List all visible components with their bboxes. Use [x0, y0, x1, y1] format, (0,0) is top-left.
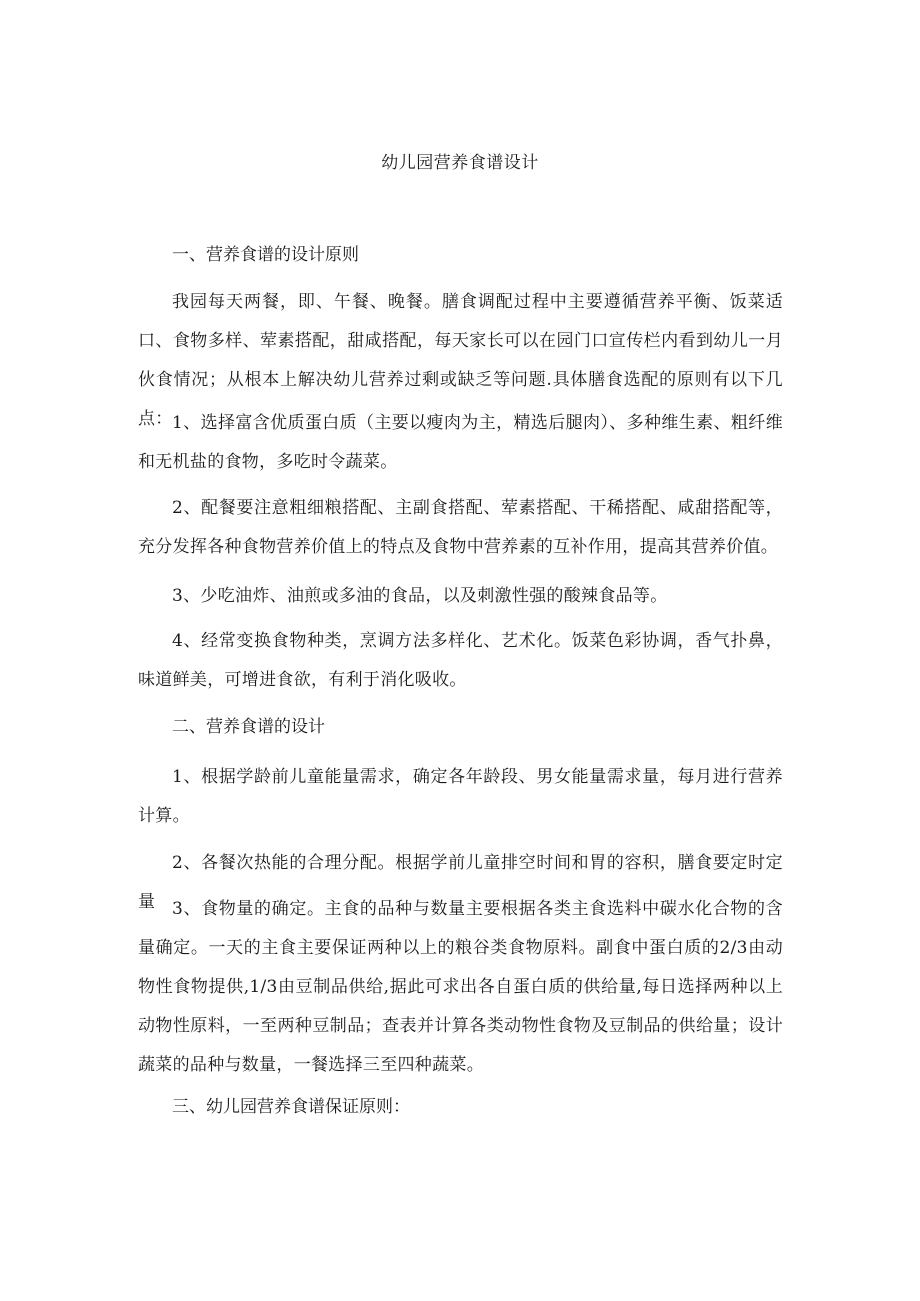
section-2-item-1: 1、根据学龄前儿童能量需求，确定各年龄段、男女能量需求量，每月进行营养计算。: [138, 767, 783, 826]
section-3-heading: 三、幼儿园营养食谱保证原则：: [172, 1097, 410, 1117]
page-title: 幼儿园营养食谱设计: [381, 153, 539, 173]
section-2-heading: 二、营养食谱的设计: [172, 717, 325, 737]
section-1-intro-paragraph: 我园每天两餐，即、午餐、晚餐。膳食调配过程中主要遵循营养平衡、饭菜适口、食物多样、荤素搭配，甜咸搭配，每天家长可以在园门口宣传栏内看到幼儿一月伙食情况；从根本上解决幼儿营养过剩或缺乏等问题.具体膳食选配的原则有以下几点：: [138, 292, 783, 429]
section-1-item-4: 4、经常变换食物种类，烹调方法多样化、艺术化。饭菜色彩协调，香气扑鼻，味道鲜美，可增进食欲，有利于消化吸收。: [138, 631, 783, 690]
section-2-item-3: 3、食物量的确定。主食的品种与数量主要根据各类主食选料中碳水化合物的含量确定。一天的主食主要保证两种以上的粮谷类食物原料。副食中蛋白质的2/3由动物性食物提供,1/3由豆制品供给,据此可求出各自蛋白质的供给量,每日选择两种以上动物性原料，一至两种豆制品；查表并计算各类动物性食物及豆制品的供给量；设计蔬菜的品种与数量，一餐选择三至四种蔬菜。: [138, 899, 783, 1075]
section-1-heading: 一、营养食谱的设计原则: [172, 245, 359, 265]
section-1-item-1: 1、选择富含优质蛋白质（主要以瘦肉为主，精选后腿肉）、多种维生素、粗纤维和无机盐的食物，多吃时令蔬菜。: [138, 413, 783, 472]
section-1-item-2: 2、配餐要注意粗细粮搭配、主副食搭配、荤素搭配、干稀搭配、咸甜搭配等，充分发挥各种食物营养价值上的特点及食物中营养素的互补作用，提高其营养价值。: [138, 498, 783, 557]
section-1-item-3: 3、少吃油炸、油煎或多油的食品，以及刺激性强的酸辣食品等。: [172, 586, 668, 606]
section-2-item-2: 2、各餐次热能的合理分配。根据学前儿童排空时间和胃的容积，膳食要定时定量: [138, 853, 783, 912]
